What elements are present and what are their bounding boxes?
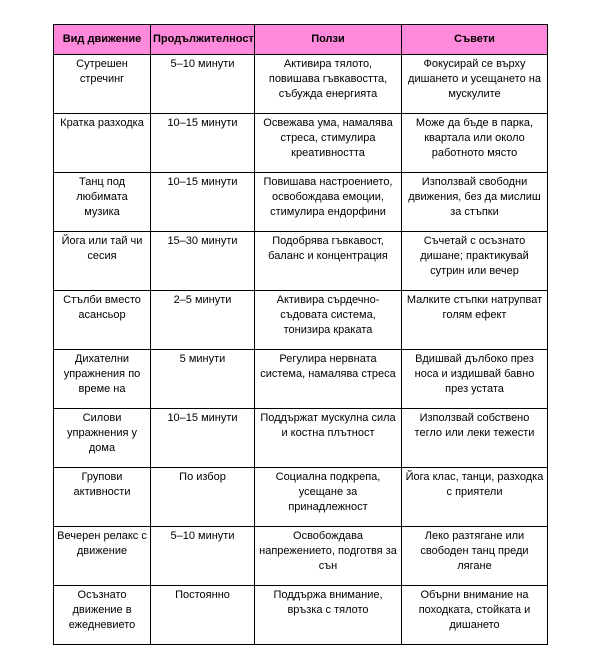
- benefits-cell: Активира сърдечно-съдовата система, тонизира краката: [255, 291, 402, 350]
- header-row: [54, 25, 548, 55]
- duration-cell: Постоянно: [151, 586, 255, 645]
- activity-cell: Стълби вместо асансьор: [54, 291, 151, 350]
- table-row: [54, 409, 548, 468]
- duration-cell: 10–15 минути: [151, 173, 255, 232]
- table-row: [54, 291, 548, 350]
- activity-cell: Осъзнато движение в ежедневието: [54, 586, 151, 645]
- activity-cell: Танц под любимата музика: [54, 173, 151, 232]
- activity-cell: Вечерен релакс с движение: [54, 527, 151, 586]
- benefits-cell: Активира тялото, повишава гъвкавостта, събужда енергията: [255, 55, 402, 114]
- benefits-cell: Поддържат мускулна сила и костна плътност: [255, 409, 402, 468]
- table-row: [54, 55, 548, 114]
- tips-cell: Леко разтягане или свободен танц преди лягане: [402, 527, 548, 586]
- duration-cell: 2–5 минути: [151, 291, 255, 350]
- benefits-cell: Освежава ума, намалява стреса, стимулира креативността: [255, 114, 402, 173]
- activity-cell: Сутрешен стречинг: [54, 55, 151, 114]
- duration-cell: По избор: [151, 468, 255, 527]
- header-benefits: Ползи: [255, 25, 402, 55]
- tips-cell: Вдишвай дълбоко през носа и издишвай бавно през устата: [402, 350, 548, 409]
- benefits-cell: Освобождава напрежението, подготвя за сън: [255, 527, 402, 586]
- duration-cell: 5–10 минути: [151, 527, 255, 586]
- duration-cell: 15–30 минути: [151, 232, 255, 291]
- benefits-cell: Подобрява гъвкавост, баланс и концентрация: [255, 232, 402, 291]
- tips-cell: Обърни внимание на походката, стойката и дишането: [402, 586, 548, 645]
- header-duration: Продължителност: [151, 25, 255, 55]
- tips-cell: Може да бъде в парка, квартала или около работното място: [402, 114, 548, 173]
- duration-cell: 10–15 минути: [151, 409, 255, 468]
- table-row: [54, 114, 548, 173]
- tips-cell: Съчетай с осъзнато дишане; практикувай сутрин или вечер: [402, 232, 548, 291]
- table-row: [54, 586, 548, 645]
- duration-cell: 5 минути: [151, 350, 255, 409]
- activity-cell: Силови упражнения у дома: [54, 409, 151, 468]
- table-row: [54, 527, 548, 586]
- table-row: [54, 173, 548, 232]
- duration-cell: 10–15 минути: [151, 114, 255, 173]
- table-row: [54, 468, 548, 527]
- benefits-cell: Повишава настроението, освобождава емоции, стимулира ендорфини: [255, 173, 402, 232]
- header-activity: Вид движение: [54, 25, 151, 55]
- table-row: [54, 232, 548, 291]
- tips-cell: Йога клас, танци, разходка с приятели: [402, 468, 548, 527]
- benefits-cell: Регулира нервната система, намалява стреса: [255, 350, 402, 409]
- benefits-cell: Поддържа внимание, връзка с тялото: [255, 586, 402, 645]
- activity-cell: Кратка разходка: [54, 114, 151, 173]
- activity-table: [53, 24, 548, 645]
- tips-cell: Малките стъпки натрупват голям ефект: [402, 291, 548, 350]
- header-tips: Съвети: [402, 25, 548, 55]
- table-row: [54, 350, 548, 409]
- activity-cell: Групови активности: [54, 468, 151, 527]
- benefits-cell: Социална подкрепа, усещане за принадлежност: [255, 468, 402, 527]
- activity-cell: Дихателни упражнения по време на: [54, 350, 151, 409]
- tips-cell: Фокусирай се върху дишането и усещането на мускулите: [402, 55, 548, 114]
- duration-cell: 5–10 минути: [151, 55, 255, 114]
- tips-cell: Използвай свободни движения, без да мислиш за стъпки: [402, 173, 548, 232]
- tips-cell: Използвай собствено тегло или леки тежести: [402, 409, 548, 468]
- activity-cell: Йога или тай чи сесия: [54, 232, 151, 291]
